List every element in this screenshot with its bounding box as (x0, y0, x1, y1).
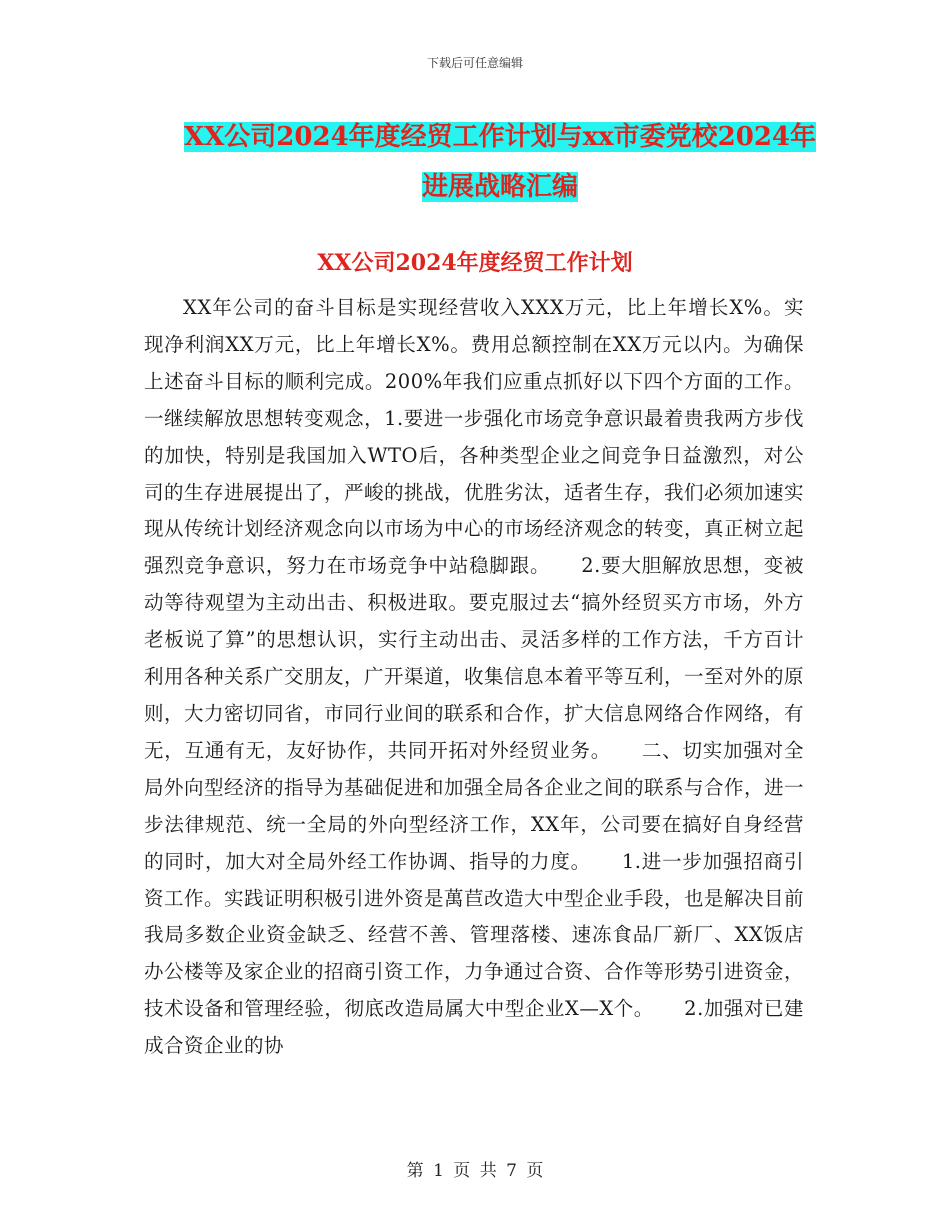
body-paragraph: XX年公司的奋斗目标是实现经营收入XXX万元，比上年增长X%。实现净利润XX万元，比上年增长X%。费用总额控制在XX万元以内。为确保上述奋斗目标的顺利完成。200%年我们应重点抓好以下四个方面的工作。一继续解放思想转变观念，1.要进一步强化市场竞争意识最着贵我两方步伐的加快，特别是我国加入WTO后，各种类型企业之间竞争日益激烈，对公司的生存进展提出了，严峻的挑战，优胜劣汰，适者生存，我们必须加速实现从传统计划经济观念向以市场为中心的市场经济观念的转变，真正树立起强烈竞争意识，努力在市场竞争中站稳脚跟。 2.要大胆解放思想，变被动等待观望为主动出击、积极进取。要克服过去“搞外经贸买方市场，外方老板说了算”的思想认识，实行主动出击、灵活多样的工作方法，千方百计利用各种关系广交朋友，广开渠道，收集信息本着平等互利，一至对外的原则，大力密切同省，市同行业间的联系和合作，扩大信息网络合作网络，有无，互通有无，友好协作，共同开拓对外经贸业务。 二、切实加强对全局外向型经济的指导为基础促进和加强全局各企业之间的联系与合作，进一步法律规范、统一全局的外向型经济工作，XX年，公司要在搞好自身经营的同时，加大对全局外经工作协调、指导的力度。 1.进一步加强招商引资工作。实践证明积极引进外资是萬苣改造大中型企业手段，也是解决目前我局多数企业资金缺乏、经营不善、管理落楼、速冻食品厂新厂、XX饭店办公楼等及家企业的招商引资工作，力争通过合资、合作等形势引进资金，技术设备和管理经验，彻底改造局属大中型企业X—X个。 2.加强对已建成合资企业的协 (144, 296, 805, 1058)
body-text (144, 290, 804, 1065)
document-title-line-1: XX公司2024年度经贸工作计划与xx市委党校2024年 (183, 122, 817, 152)
document-title (120, 112, 880, 212)
section-title: XX公司2024年度经贸工作计划 (317, 250, 633, 276)
header-note: 下载后可任意编辑 (426, 56, 523, 70)
page-footer: 第 1 页 共 7 页 (406, 1161, 544, 1181)
document-title-line-2: 进展战略汇编 (421, 172, 578, 202)
